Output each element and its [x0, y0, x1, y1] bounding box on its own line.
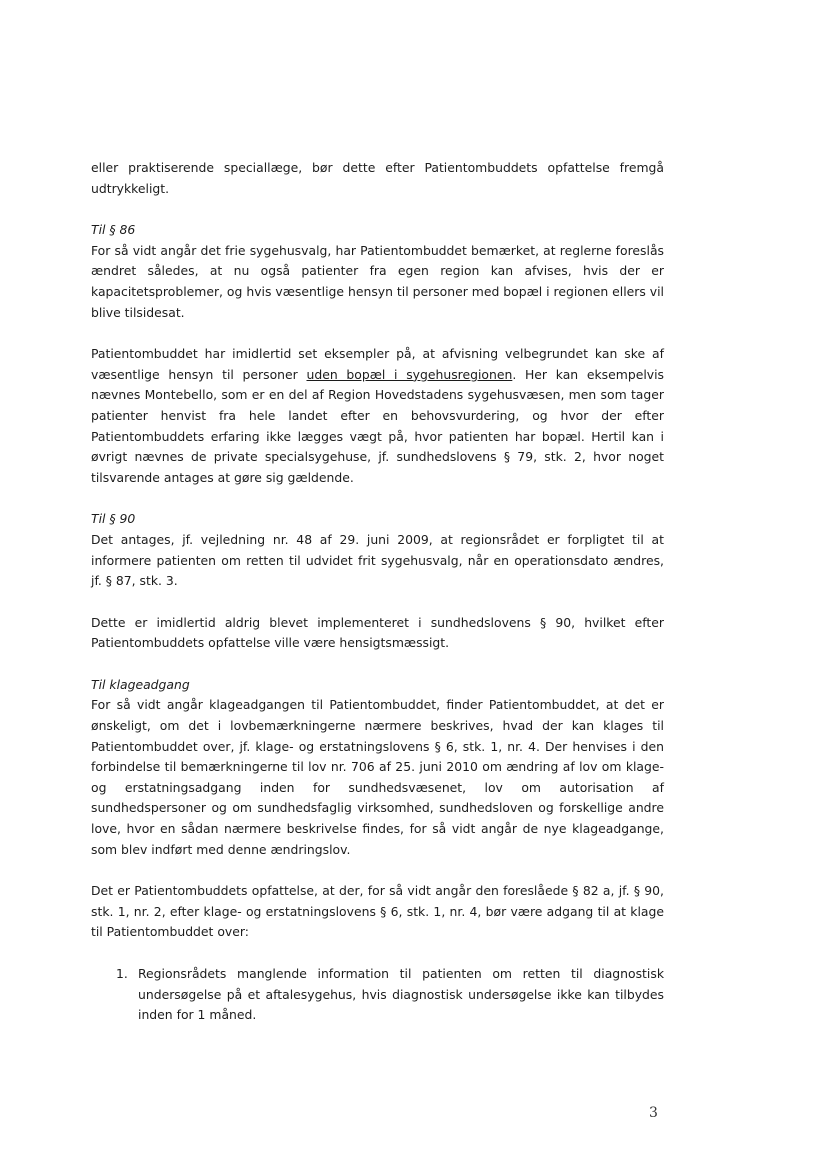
paragraph-klage-2: Det er Patientombuddets opfattelse, at der, for så vidt angår den foreslåede § 82 a, jf. § 90, stk. 1, nr. 2, efter klage- og erstatningslovens § 6, stk. 1, nr. 4, bør være adgang til at klage til Patientombuddet over: [91, 883, 664, 940]
page-number: 3 [649, 1105, 658, 1121]
paragraph-90-a: Det antages, jf. vejledning nr. 48 af 29. juni 2009, at regionsrådet er forpligtet til at informere patienten om retten til udvidet frit sygehusvalg, når en operationsdato ændres, jf. § 87, stk. 3. [91, 531, 664, 589]
paragraph-intro: eller praktiserende speciallæge, bør dette efter Patientombuddets opfattelse fremgå udtrykkeligt. [91, 160, 664, 196]
document-body [91, 158, 664, 1026]
paragraph-klage-1: For så vidt angår klageadgangen til Patientombuddet, finder Patientombuddet, at det er ønskeligt, om det i lovbemærkningerne nærmere beskrives, hvad der kan klages til Patientombuddet over, jf. klage- og erstatningslovens § 6, stk. 1, nr. 4. Der henvises i den forbindelse til bemærkningerne til lov nr. 706 af 25. juni 2010 om ændring af lov om klage- og erstatningsadgang inden for sundhedsvæsenet, lov om autorisation af sundhedspersoner og om sundhedsfaglig virksomhed, sundhedsloven og forskellige andre love, hvor en sådan nærmere beskrivelse findes, for så vidt angår de nye klageadgange, som blev indført med denne ændringslov. [91, 697, 664, 857]
section-heading-86: Til § 86 [91, 222, 136, 238]
section-heading-klageadgang: Til klageadgang [91, 676, 190, 692]
list-item-number: 1. [116, 966, 128, 981]
paragraph-86-b [91, 344, 664, 488]
list-item-text: Regionsrådets manglende information til patienten om retten til diagnostisk undersøgelse på et aftalesygehus, hvis diagnostisk undersøgelse ikke kan tilbydes inden for 1 måned. [138, 966, 664, 1023]
paragraph-86-b-start: Patientombuddet har imidlertid set eksempler på, at afvisning velbegrundet kan ske af væsentlige hensyn til personer [91, 346, 664, 382]
underlined-phrase: uden bopæl i sygehusregionen [306, 366, 513, 382]
list-item [91, 964, 664, 1026]
section-heading-90: Til § 90 [91, 511, 136, 527]
paragraph-90-b: Dette er imidlertid aldrig blevet implementeret i sundhedslovens § 90, hvilket efter Patientombuddets opfattelse ville være hensigtsmæssigt. [91, 614, 664, 651]
paragraph-86-b-end: . Her kan eksempelvis nævnes Montebello, som er en del af Region Hovedstadens sygehusvæsen, men som tager patienter henvist fra hele landet efter en behovsvurdering, og hvor der efter Patientombuddets erfaring ikke lægges vægt på, hvor patienten har bopæl. Hertil kan i øvrigt nævnes de private specialsygehuse, jf. sundhedslovens § 79, stk. 2, hvor noget tilsvarende antages at gøre sig gældende. [91, 366, 664, 485]
paragraph-86-a: For så vidt angår det frie sygehusvalg, har Patientombuddet bemærket, at reglerne foreslås ændret således, at nu også patienter fra egen region kan afvises, hvis der er kapacitetsproblemer, og hvis væsentlige hensyn til personer med bopæl i regionen ellers vil blive tilsidesat. [91, 242, 664, 320]
